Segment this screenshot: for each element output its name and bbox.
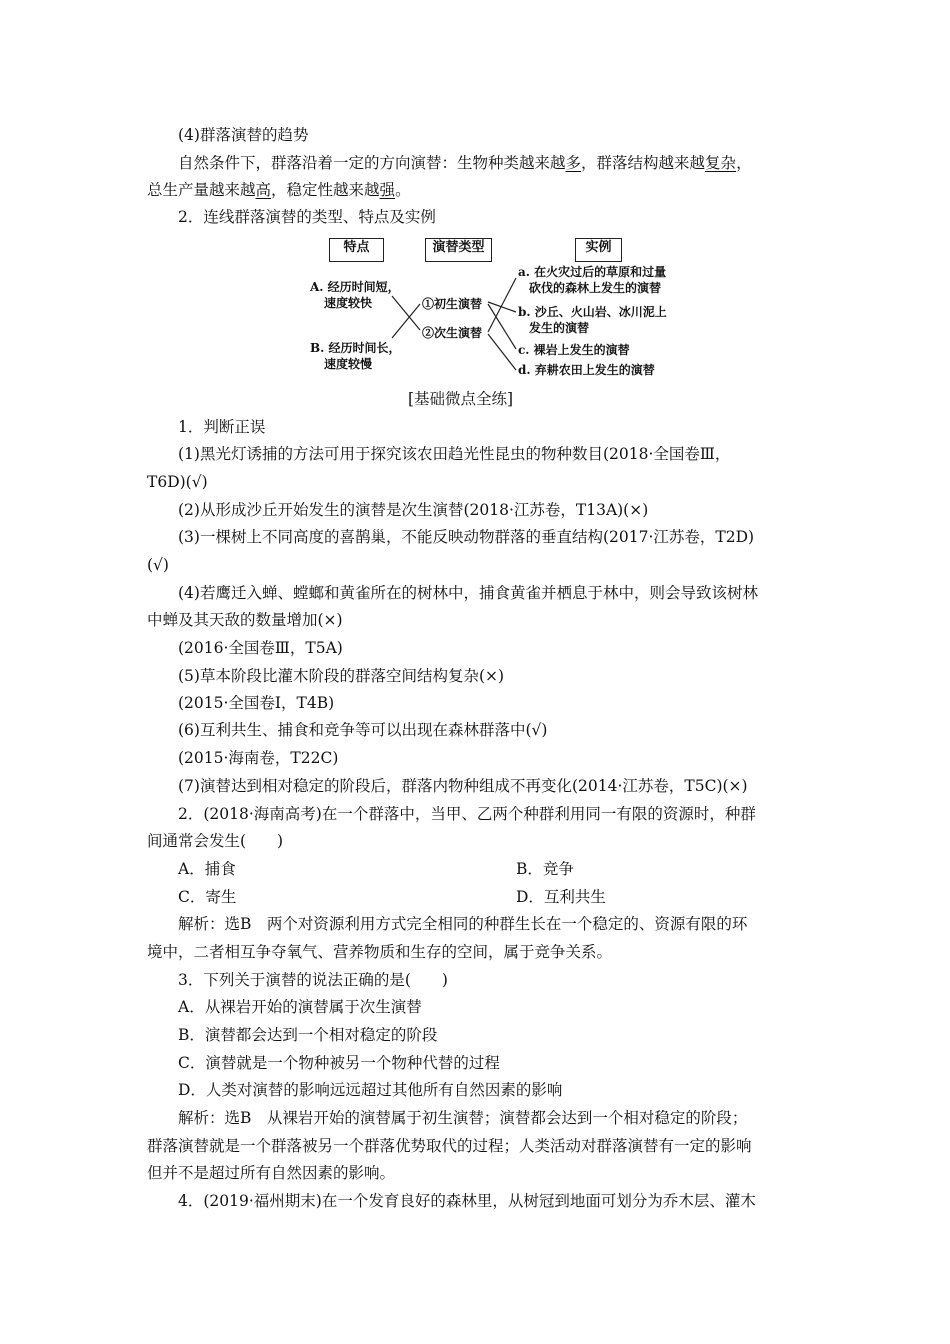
- feature-a-line1: A. 经历时间短，: [310, 280, 400, 294]
- fill-answer: 复杂: [705, 154, 737, 172]
- question-stem: 4．(2019·福州期末)在一个发育良好的森林里，从树冠到地面可划分为乔木层、灌木: [178, 1192, 756, 1210]
- example-b-line1: b. 沙丘、火山岩、冰川泥上: [518, 305, 667, 319]
- question-stem: 间通常会发生( ): [147, 832, 284, 850]
- option-d: D．互利共生: [516, 888, 606, 906]
- judge-item: 中蝉及其天敌的数量增加(×): [147, 611, 343, 629]
- example-a-line1: a. 在火灾过后的草原和过量: [518, 265, 667, 279]
- answer-analysis: 群落演替就是一个群落被另一个群落优势取代的过程；人类活动对群落演替有一定的影响: [147, 1137, 752, 1155]
- judge-source: (2016·全国卷Ⅲ，T5A): [178, 639, 343, 657]
- judge-item: (3)一棵树上不同高度的喜鹊巢，不能反映动物群落的垂直结构(2017·江苏卷，T2D): [178, 528, 755, 546]
- option-c: C．演替就是一个物种被另一个物种代替的过程: [178, 1054, 500, 1072]
- section-heading: (4)群落演替的趋势: [178, 126, 309, 144]
- feature-b-line2: 速度较慢: [324, 357, 373, 371]
- header-example-box: 实例: [575, 238, 622, 262]
- judge-item: (4)若鹰迁入蝉、螳螂和黄雀所在的树林中，捕食黄雀并栖息于林中，则会导致该树林: [178, 584, 758, 602]
- answer-analysis: 解析：选B 两个对资源利用方式完全相同的种群生长在一个稳定的、资源有限的环: [178, 915, 748, 933]
- judge-source: (2015·全国卷Ⅰ，T4B): [178, 694, 335, 712]
- option-a: A．从裸岩开始的演替属于次生演替: [178, 998, 422, 1016]
- judge-title: 1．判断正误: [178, 418, 266, 436]
- question-heading: 2．连线群落演替的类型、特点及实例: [178, 208, 436, 226]
- fill-answer: 强: [379, 181, 396, 199]
- question-stem: 2．(2018·海南高考)在一个群落中，当甲、乙两个种群利用同一有限的资源时，种群: [178, 805, 756, 823]
- type-primary: ①初生演替: [422, 297, 483, 311]
- fill-answer: 高: [255, 181, 272, 199]
- paragraph-line: 总生产量越来越高，稳定性越来越强。: [147, 181, 411, 199]
- header-type-box: 演替类型: [425, 238, 492, 262]
- example-d: d. 弃耕农田上发生的演替: [518, 363, 655, 377]
- header-feature-box: 特点: [329, 238, 384, 262]
- judge-item: (5)草本阶段比灌木阶段的群落空间结构复杂(×): [178, 667, 505, 685]
- option-a: A．捕食: [178, 860, 236, 878]
- judge-item: (6)互利共生、捕食和竞争等可以出现在森林群落中(√): [178, 721, 548, 739]
- judge-item: (7)演替达到相对稳定的阶段后，群落内物种组成不再变化(2014·江苏卷，T5C)(×): [178, 777, 748, 795]
- paragraph-line: 自然条件下，群落沿着一定的方向演替：生物种类越来越多，群落结构越来越复杂，: [178, 154, 752, 172]
- option-d: D．人类对演替的影响远远超过其他所有自然因素的影响: [178, 1081, 563, 1099]
- example-a-line2: 砍伐的森林上发生的演替: [529, 281, 662, 295]
- option-c: C．寄生: [178, 888, 237, 906]
- option-b: B．演替都会达到一个相对稳定的阶段: [178, 1026, 438, 1044]
- feature-a-line2: 速度较快: [324, 296, 373, 310]
- answer-analysis: 境中，二者相互争夺氧气、营养物质和生存的空间，属于竞争关系。: [147, 943, 613, 961]
- judge-item: (√): [147, 556, 169, 574]
- practice-title: [基础微点全练]: [408, 390, 514, 408]
- answer-analysis: 但并不是超过所有自然因素的影响。: [147, 1164, 396, 1182]
- fill-answer: 多: [565, 154, 582, 172]
- answer-analysis: 解析：选B 从裸岩开始的演替属于初生演替；演替都会达到一个相对稳定的阶段；: [178, 1109, 748, 1127]
- judge-item: T6D)(√): [147, 473, 208, 491]
- feature-b-line1: B. 经历时间长，: [310, 341, 401, 355]
- judge-item: (1)黑光灯诱捕的方法可用于探究该农田趋光性昆虫的物种数目(2018·全国卷Ⅲ，: [178, 445, 731, 463]
- judge-item: (2)从形成沙丘开始发生的演替是次生演替(2018·江苏卷，T13A)(×): [178, 501, 649, 519]
- matching-diagram: [300, 234, 680, 384]
- judge-source: (2015·海南卷，T22C): [178, 749, 339, 767]
- example-c: c. 裸岩上发生的演替: [518, 343, 630, 357]
- question-stem: 3．下列关于演替的说法正确的是( ): [178, 971, 448, 989]
- example-b-line2: 发生的演替: [529, 321, 590, 335]
- type-secondary: ②次生演替: [422, 326, 483, 340]
- option-b: B．竞争: [516, 860, 574, 878]
